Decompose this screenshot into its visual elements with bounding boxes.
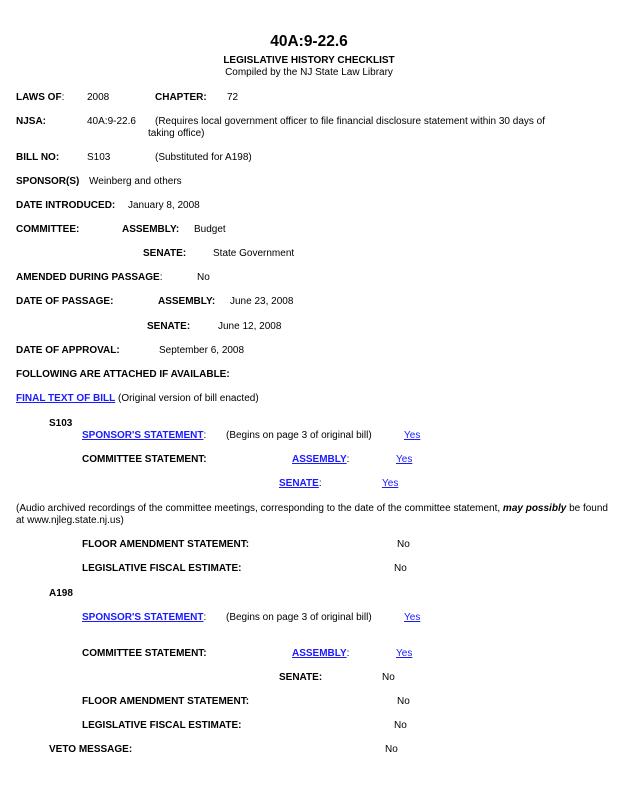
a198-sponsor-note: (Begins on page 3 of original bill) bbox=[226, 612, 372, 623]
s103-assembly-yes-link[interactable]: Yes bbox=[396, 454, 413, 465]
s103-assembly-row bbox=[292, 454, 349, 466]
a198-sponsor-statement-link[interactable]: SPONSOR'S STATEMENT bbox=[82, 612, 204, 623]
veto-message-label: VETO MESSAGE: bbox=[49, 744, 133, 755]
a198-sponsor-colon: : bbox=[203, 612, 207, 623]
date-of-approval-label: DATE OF APPROVAL: bbox=[16, 345, 120, 356]
s103-senate-yes-link[interactable]: Yes bbox=[382, 478, 399, 489]
bill-no-value: S103 bbox=[87, 152, 111, 163]
passage-assembly-value: June 23, 2008 bbox=[230, 296, 294, 307]
s103-floor-amendment-value: No bbox=[397, 539, 410, 550]
amended-label: AMENDED DURING PASSAGE bbox=[16, 272, 160, 283]
s103-fiscal-estimate-value: No bbox=[394, 563, 407, 574]
date-of-passage-label: DATE OF PASSAGE: bbox=[16, 296, 114, 307]
date-of-approval-value: September 6, 2008 bbox=[159, 345, 245, 356]
date-introduced-label: DATE INTRODUCED: bbox=[16, 200, 116, 211]
checklist-subtitle: LEGISLATIVE HISTORY CHECKLIST bbox=[223, 55, 395, 66]
audio-note-line2: at www.njleg.state.nj.us) bbox=[16, 515, 124, 526]
amended-value: No bbox=[197, 272, 210, 283]
final-text-row bbox=[16, 393, 259, 405]
s103-senate-row bbox=[279, 478, 322, 490]
s103-assembly-link[interactable]: ASSEMBLY bbox=[292, 454, 347, 465]
compiled-by: Compiled by the NJ State Law Library bbox=[225, 67, 393, 78]
s103-sponsor-yes-link[interactable]: Yes bbox=[404, 430, 421, 441]
a198-floor-amendment-value: No bbox=[397, 696, 410, 707]
chapter-label: CHAPTER: bbox=[155, 92, 207, 103]
laws-of-label: LAWS OF bbox=[16, 92, 62, 103]
sponsors-value: Weinberg and others bbox=[89, 176, 182, 187]
committee-assembly-label: ASSEMBLY: bbox=[122, 224, 180, 235]
a198-floor-amendment-label: FLOOR AMENDMENT STATEMENT: bbox=[82, 696, 250, 707]
passage-senate-label: SENATE: bbox=[147, 321, 191, 332]
audio-note-emphasis: may possibly bbox=[502, 503, 567, 514]
s103-sponsor-note: (Begins on page 3 of original bill) bbox=[226, 430, 372, 441]
audio-note-part2: be found bbox=[569, 503, 608, 514]
s103-sponsor-row bbox=[82, 430, 206, 442]
s103-fiscal-estimate-label: LEGISLATIVE FISCAL ESTIMATE: bbox=[82, 563, 242, 574]
committee-senate-label: SENATE: bbox=[143, 248, 187, 259]
njsa-description-line2: taking office) bbox=[148, 128, 205, 139]
laws-of-colon: : bbox=[61, 92, 65, 103]
laws-of-label-group bbox=[16, 92, 64, 104]
a198-assembly-row bbox=[292, 648, 349, 660]
page-title: 40A:9-22.6 bbox=[270, 33, 348, 50]
njsa-label: NJSA: bbox=[16, 116, 47, 127]
a198-fiscal-estimate-label: LEGISLATIVE FISCAL ESTIMATE: bbox=[82, 720, 242, 731]
s103-assembly-colon: : bbox=[346, 454, 350, 465]
committee-senate-value: State Government bbox=[213, 248, 295, 259]
a198-senate-label: SENATE: bbox=[279, 672, 323, 683]
passage-senate-value: June 12, 2008 bbox=[218, 321, 282, 332]
chapter-value: 72 bbox=[227, 92, 239, 103]
s103-floor-amendment-label: FLOOR AMENDMENT STATEMENT: bbox=[82, 539, 250, 550]
a198-heading: A198 bbox=[49, 588, 73, 599]
s103-sponsor-colon: : bbox=[203, 430, 207, 441]
veto-message-value: No bbox=[385, 744, 398, 755]
s103-senate-colon: : bbox=[318, 478, 322, 489]
bill-no-note: (Substituted for A198) bbox=[155, 152, 252, 163]
attached-heading: FOLLOWING ARE ATTACHED IF AVAILABLE: bbox=[16, 369, 230, 380]
audio-note-line1 bbox=[16, 503, 608, 515]
bill-no-label: BILL NO: bbox=[16, 152, 60, 163]
njsa-value: 40A:9-22.6 bbox=[87, 116, 136, 127]
sponsors-label: SPONSOR(S) bbox=[16, 176, 80, 187]
amended-colon: : bbox=[159, 272, 163, 283]
a198-assembly-link[interactable]: ASSEMBLY bbox=[292, 648, 347, 659]
a198-committee-statement-label: COMMITTEE STATEMENT: bbox=[82, 648, 207, 659]
committee-label: COMMITTEE: bbox=[16, 224, 80, 235]
a198-fiscal-estimate-value: No bbox=[394, 720, 407, 731]
s103-heading: S103 bbox=[49, 418, 73, 429]
a198-assembly-colon: : bbox=[346, 648, 350, 659]
audio-note-part1: (Audio archived recordings of the committee meetings, corresponding to the date of the committee statement, bbox=[16, 503, 501, 514]
a198-senate-value: No bbox=[382, 672, 395, 683]
date-introduced-value: January 8, 2008 bbox=[128, 200, 200, 211]
passage-assembly-label: ASSEMBLY: bbox=[158, 296, 216, 307]
final-text-note: (Original version of bill enacted) bbox=[118, 393, 259, 404]
final-text-link[interactable]: FINAL TEXT OF BILL bbox=[16, 393, 116, 404]
a198-sponsor-row bbox=[82, 612, 206, 624]
a198-assembly-yes-link[interactable]: Yes bbox=[396, 648, 413, 659]
committee-assembly-value: Budget bbox=[194, 224, 226, 235]
a198-sponsor-yes-link[interactable]: Yes bbox=[404, 612, 421, 623]
njsa-description-line1: (Requires local government officer to file financial disclosure statement within 30 days of bbox=[155, 116, 546, 127]
laws-of-value: 2008 bbox=[87, 92, 110, 103]
amended-label-group bbox=[16, 272, 163, 284]
s103-senate-link[interactable]: SENATE bbox=[279, 478, 319, 489]
s103-sponsor-statement-link[interactable]: SPONSOR'S STATEMENT bbox=[82, 430, 204, 441]
s103-committee-statement-label: COMMITTEE STATEMENT: bbox=[82, 454, 207, 465]
